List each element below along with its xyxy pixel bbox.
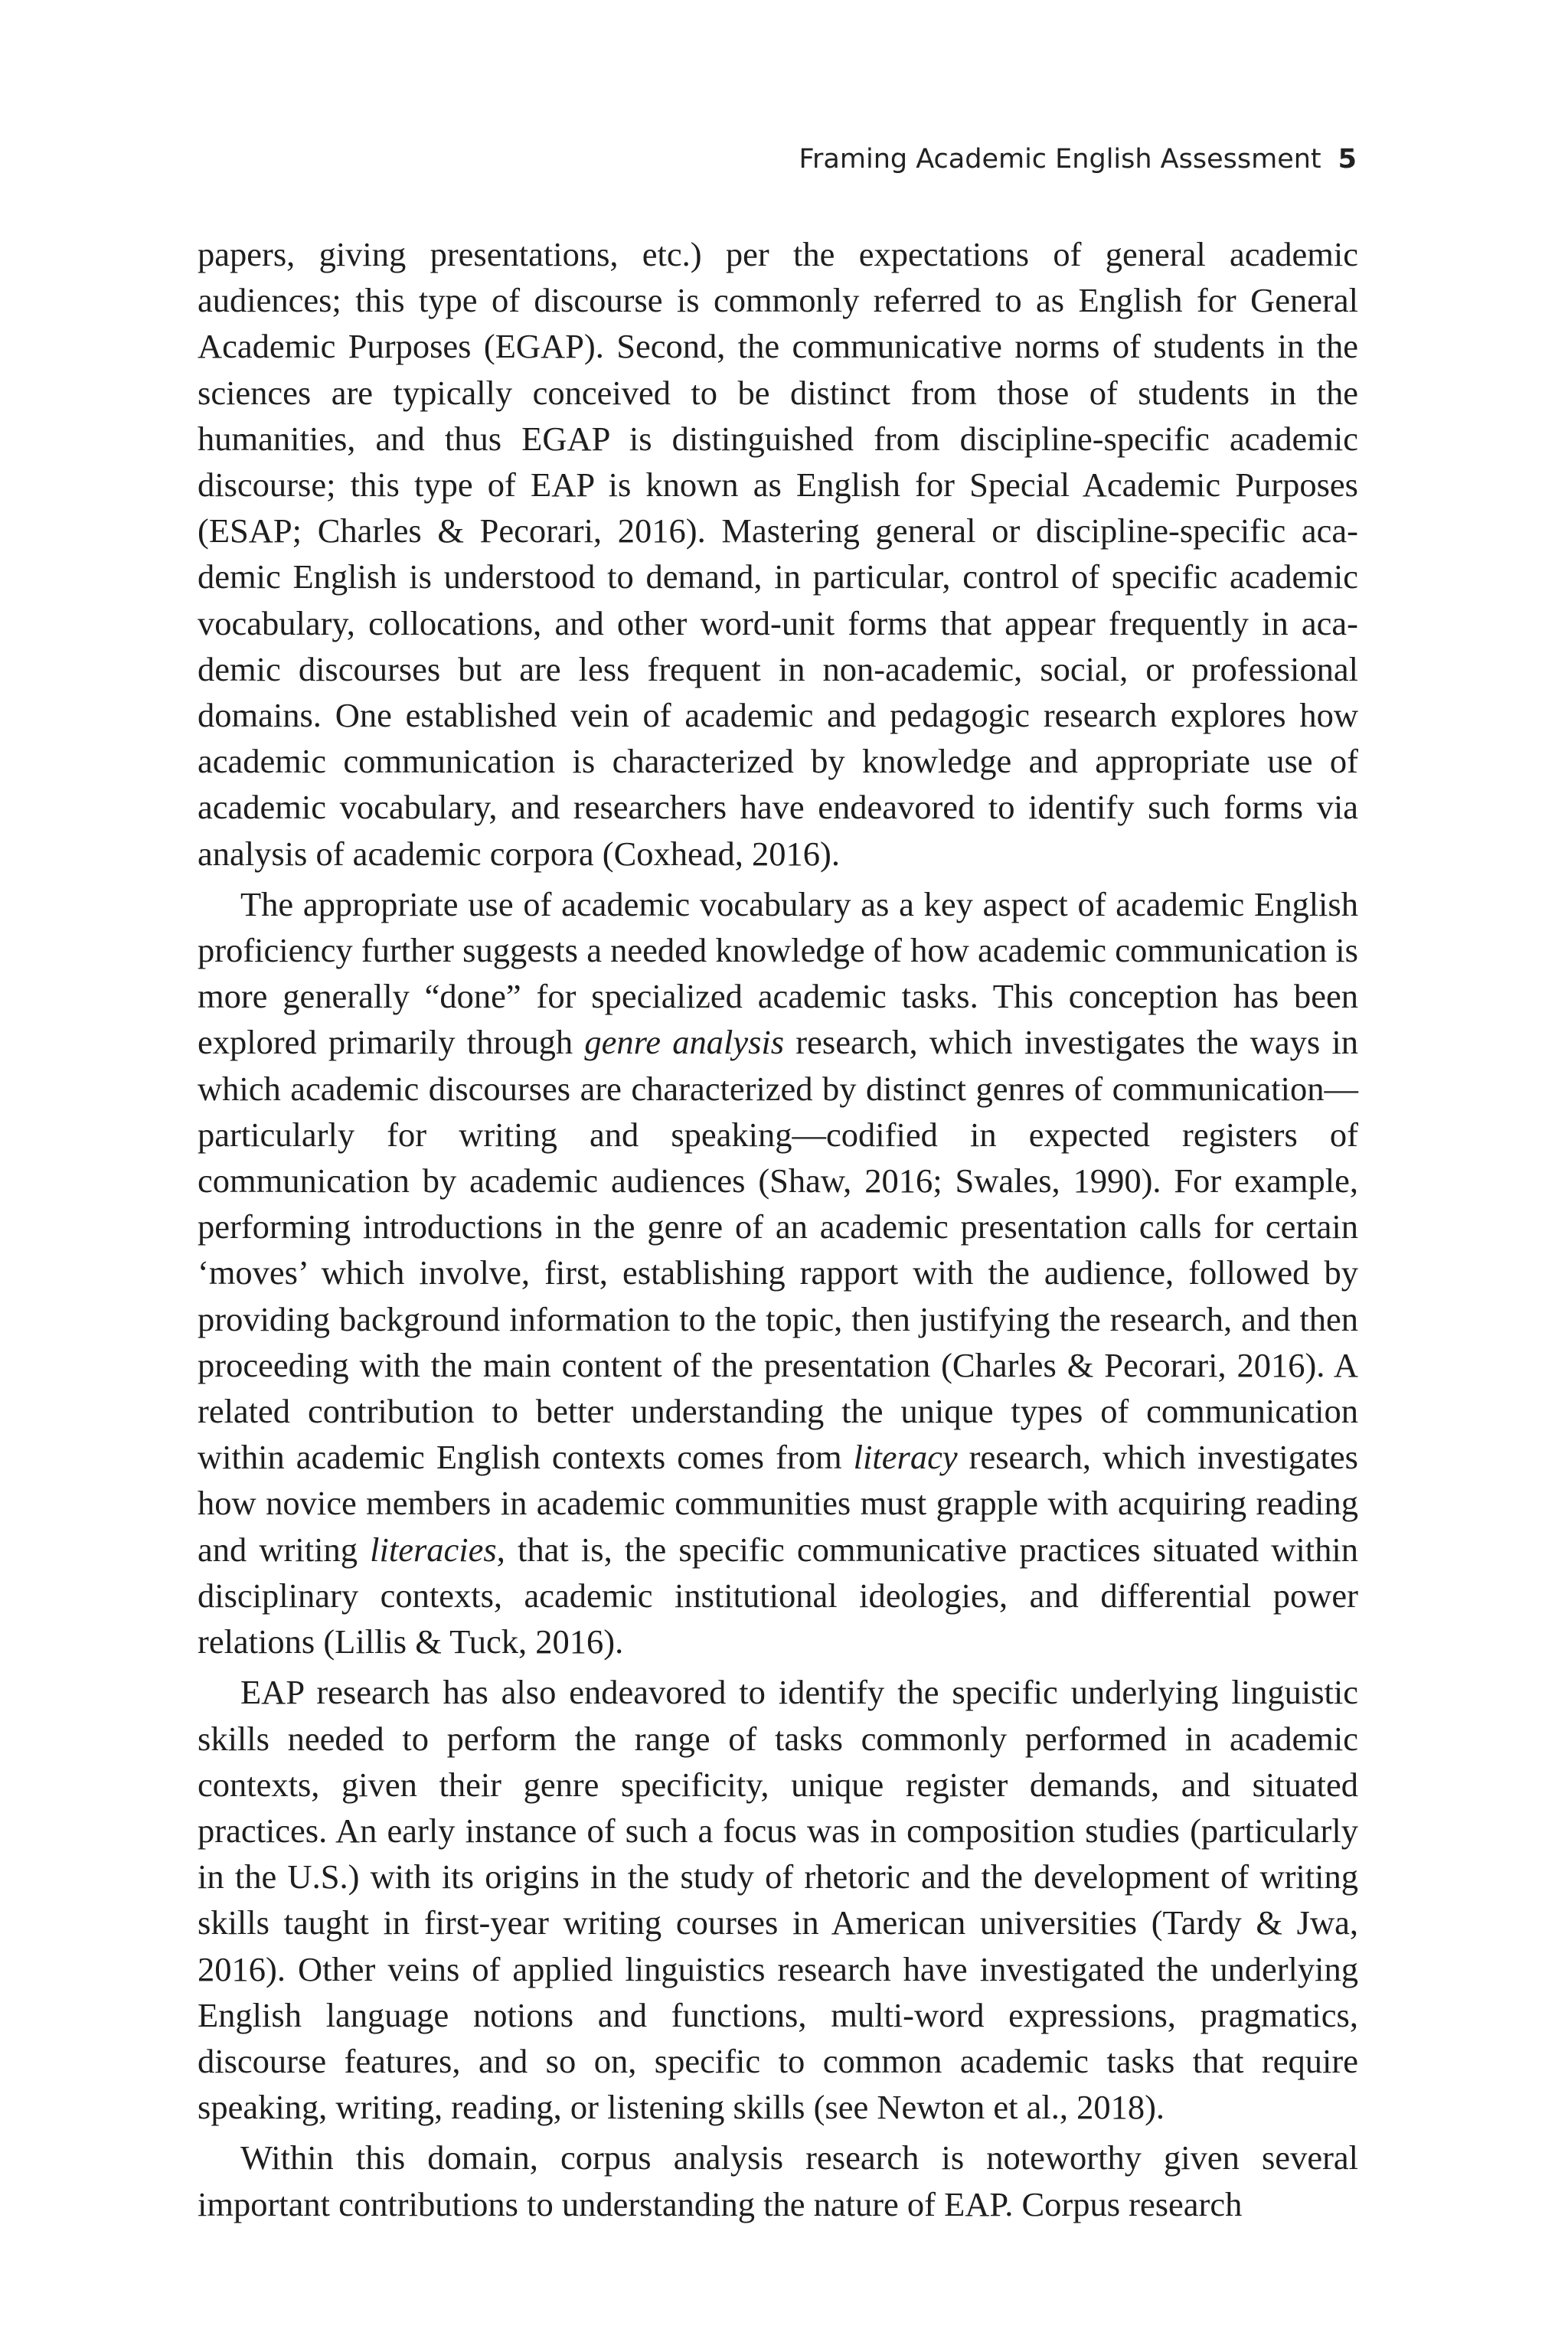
paragraph-1 bbox=[198, 231, 1358, 877]
text-run: papers, giving presentations, etc.) per the expectations of general academic audiences; this type of discourse is commonly referred to as English for General Academic Purposes (EGAP). Second, the communicative norms of students in the sciences are typically conceived to be distinct from those of students in the humanities, and thus EGAP is distinguished from discipline-specific academic discourse; this type of EAP is known as English for Special Academic Purposes (ESAP; Charles & Pecorari, 2016). Mastering general or discipline-specific academic English is understood to demand, in particular, control of specific academic vocabulary, collocations, and other word-unit forms that appear frequently in academic discourses but are less frequent in non-academic, social, or professional domains. One established vein of academic and pedagogic research explores how academic communication is characterized by knowledge and appropriate use of academic vocabulary, and researchers have endeavored to identify such forms via analysis of academic corpora (Coxhead, 2016). bbox=[198, 235, 1358, 873]
text-run: EAP research has also endeavored to identify the specific underlying linguistic skills needed to perform the range of tasks commonly performed in academic contexts, given their genre specificity, unique register demands, and situated practices. An early instance of such a focus was in composition studies (particularly in the U.S.) with its origins in the study of rhetoric and the development of writing skills taught in first-year writing courses in American universities (Tardy & Jwa, 2016). Other veins of applied linguistics research have investigated the underlying English language notions and functions, multi-word expressions, pragmatics, discourse features, and so on, specific to common academic tasks that require speaking, writing, reading, or listening skills (see Newton et al., 2018). bbox=[198, 1673, 1358, 2127]
paragraph-4 bbox=[198, 2135, 1358, 2226]
italic-term-literacies: literacies bbox=[370, 1530, 497, 1569]
text-run: , that is, the specific communicative practices situated within disciplinary contexts, academic institutional ideologies, and differential power relations (Lillis & Tuck, 2016). bbox=[198, 1530, 1358, 1661]
text-run: Within this domain, corpus analysis research is noteworthy given several important contributions to understanding the nature of EAP. Corpus research bbox=[198, 2138, 1358, 2223]
text-run: research, which investigates how novice members in academic communities must grapple with acquiring reading and writing bbox=[198, 1438, 1358, 1569]
body-text bbox=[198, 231, 1358, 2227]
page-number: 5 bbox=[1338, 144, 1357, 175]
italic-term-literacy: literacy bbox=[853, 1438, 958, 1477]
text-run: research, which investigates the ways in which academic discourses are characterized by distinct genres of communication—particularly for writing and speaking—codified in expected registers of communication by academic audiences (Shaw, 2016; Swales, 1990). For example, performing introductions in the genre of an academic presentation calls for certain ‘moves’ which involve, first, establishing rapport with the audience, followed by providing background information to the topic, then justifying the research, and then proceeding with the main content of the presentation (Charles & Pecorari, 2016). A related contribution to better understanding the unique types of communication within academic English contexts comes from bbox=[198, 1023, 1358, 1477]
paragraph-2 bbox=[198, 881, 1358, 1664]
paragraph-3 bbox=[198, 1669, 1358, 2130]
running-title: Framing Academic English Assessment bbox=[799, 144, 1321, 175]
italic-term-genre-analysis: genre analysis bbox=[584, 1023, 785, 1062]
text-run: The appropriate use of academic vocabulary as a key aspect of academic English proficiency further suggests a needed knowledge of how academic communication is more generally “done” for specialized academic tasks. This conception has been explored primarily through bbox=[198, 884, 1358, 1062]
running-header bbox=[799, 144, 1357, 175]
